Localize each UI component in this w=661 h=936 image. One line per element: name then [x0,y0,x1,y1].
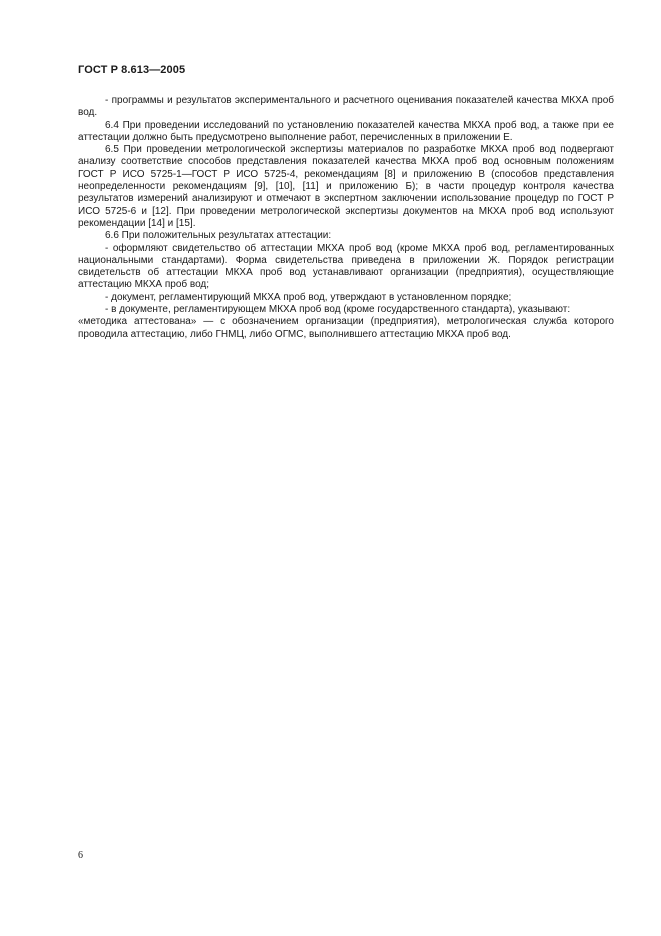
paragraph-6-6: 6.6 При положительных результатах аттестации: [105,230,332,242]
paragraph-6-5: 6.5 При проведении метрологической экспертизы материалов по разработке МКХА проб вод подвергают анализу соответствие способов представления показателей качества МКХА проб вод основным положениям ГОСТ Р ИСО 5725-1—ГОСТ Р ИСО 5725-4, рекомендациям [8] и приложению В (способов представления неопределенности рекомендациям [9], [10], [11] и приложению Б); в части процедур контроля качества результатов измерений анализируют и отмечают в экспертном заключении использование процедур по ГОСТ Р ИСО 5725-6 и [12]. При проведении метрологической экспертизы документов на МКХА проб вод используют рекомендации [14] и [15]. [78,144,614,229]
paragraph-list-item-approval: - документ, регламентирующий МКХА проб вод, утверждают в установленном порядке; [105,291,512,303]
page-number: 6 [78,850,83,861]
paragraph-6-4: 6.4 При проведении исследований по установлению показателей качества МКХА проб вод, а также при ее аттестации должно быть предусмотрено выполнение работ, перечисленных в приложении Е. [78,119,614,143]
paragraph-list-item-programs: - программы и результатов экспериментального и расчетного оценивания показателей качества МКХА проб вод. [78,95,614,119]
standard-header: ГОСТ Р 8.613—2005 [78,64,186,76]
document-body [78,95,614,341]
paragraph-list-item-indication: - в документе, регламентирующем МКХА проб вод (кроме государственного стандарта), указывают: [105,304,571,316]
paragraph-list-item-certificate: - оформляют свидетельство об аттестации МКХА проб вод (кроме МКХА проб вод, регламентированных национальными стандартами). Форма свидетельства приведена в приложении Ж. Порядок регистрации свидетельств об аттестации МКХА проб вод устанавливают организации (предприятия), осуществляющие аттестацию МКХА проб вод; [78,242,614,291]
paragraph-certified-note: «методика аттестована» — с обозначением организации (предприятия), метрологическая служба которого проводила аттестацию, либо ГНМЦ, либо ОГМС, выполнившего аттестацию МКХА проб вод. [78,316,614,340]
